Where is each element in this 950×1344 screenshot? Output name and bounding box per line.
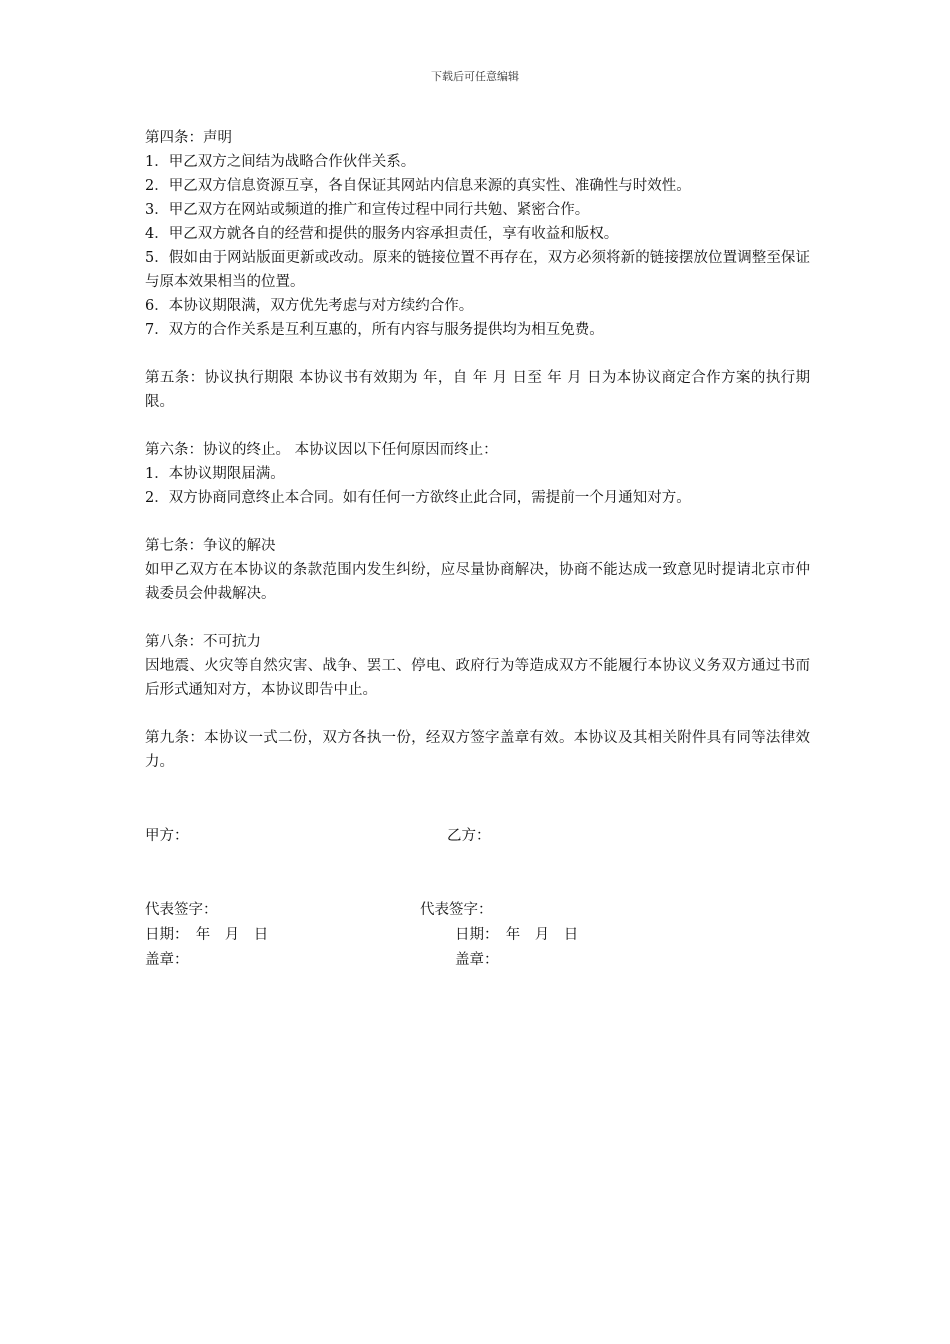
article-4-item-4: 4．甲乙双方就各自的经营和提供的服务内容承担责任，享有收益和版权。	[145, 226, 619, 242]
party-b-seal: 盖章：	[455, 952, 499, 968]
party-a-seal: 盖章：	[145, 952, 189, 968]
article-4-item-6: 6．本协议期限满，双方优先考虑与对方续约合作。	[145, 298, 474, 314]
article-6-title: 第六条：协议的终止。 本协议因以下任何原因而终止：	[145, 442, 498, 458]
party-a-representative: 代表签字：	[145, 902, 218, 918]
article-8-title: 第八条：不可抗力	[145, 634, 261, 650]
article-6-item-2: 2．双方协商同意终止本合同。如有任何一方欲终止此合同，需提前一个月通知对方。	[145, 490, 691, 506]
article-5-text: 第五条：协议执行期限 本协议书有效期为 年，自 年 月 日至 年 月 日为本协议商定合作方案的执行期限。	[145, 370, 810, 410]
party-a-label: 甲方：	[145, 828, 189, 844]
article-4-item-1: 1．甲乙双方之间结为战略合作伙伴关系。	[145, 154, 416, 170]
article-6-item-1: 1．本协议期限届满。	[145, 466, 285, 482]
article-4-item-2: 2．甲乙双方信息资源互享，各自保证其网站内信息来源的真实性、准确性与时效性。	[145, 178, 691, 194]
article-4-item-5: 5．假如由于网站版面更新或改动。原来的链接位置不再存在，双方必须将新的链接摆放位置调整至保证与原本效果相当的位置。	[145, 250, 810, 290]
party-b-label: 乙方：	[447, 828, 491, 844]
page-header: 下载后可任意编辑	[431, 70, 519, 83]
article-7-title: 第七条：争议的解决	[145, 538, 276, 554]
article-4-title: 第四条：声明	[145, 130, 232, 146]
contract-body	[145, 126, 810, 774]
party-a-date: 日期： 年 月 日	[145, 927, 269, 943]
article-8-text: 因地震、火灾等自然灾害、战争、罢工、停电、政府行为等造成双方不能履行本协议义务双方通过书而后形式通知对方，本协议即告中止。	[145, 658, 810, 698]
article-9-text: 第九条：本协议一式二份，双方各执一份，经双方签字盖章有效。本协议及其相关附件具有同等法律效力。	[145, 730, 810, 770]
article-4-item-3: 3．甲乙双方在网站或频道的推广和宣传过程中同行共勉、紧密合作。	[145, 202, 590, 218]
article-4-item-7: 7．双方的合作关系是互利互惠的，所有内容与服务提供均为相互免费。	[145, 322, 604, 338]
party-b-representative: 代表签字：	[420, 902, 493, 918]
party-b-date: 日期： 年 月 日	[455, 927, 579, 943]
article-7-text: 如甲乙双方在本协议的条款范围内发生纠纷，应尽量协商解决，协商不能达成一致意见时提请北京市仲裁委员会仲裁解决。	[145, 562, 810, 602]
